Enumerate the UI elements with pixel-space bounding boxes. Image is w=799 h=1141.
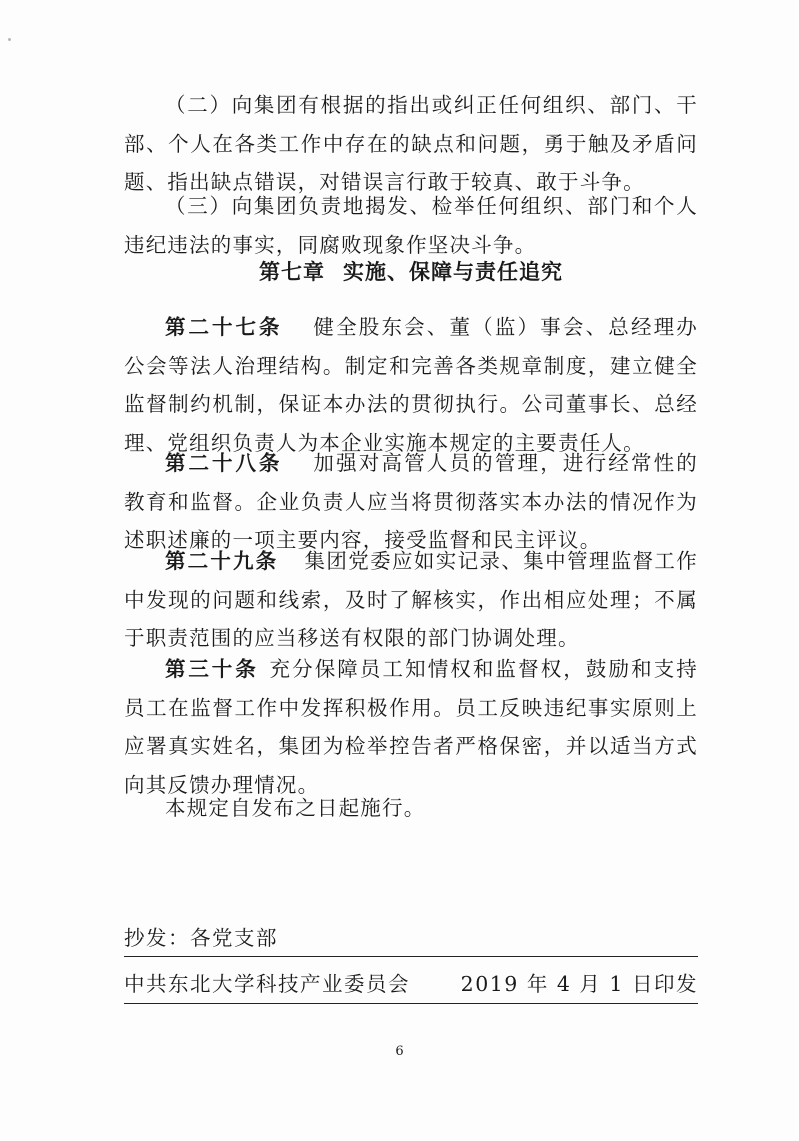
article-label: 第三十条 [165,657,259,681]
article-text: 健全股东会、董（监）事会、总经理办公会等法人治理结构。制定和完善各类规章制度，建立健全监督制约机制，保证本办法的贯彻执行。公司董事长、总经理、党组织负责人为本企业实施本规定的主要责任人。 [124,315,699,455]
chapter-heading [124,256,698,286]
chapter-title-text: 实施、保障与责任追究 [343,260,563,284]
cc-text: 抄发：各党支部 [124,926,278,950]
issue-date: 2019 年 4 月 1 日印发 [460,972,698,996]
issuer-name: 中共东北大学科技产业委员会 [124,972,410,996]
article-label: 第二十八条 [165,451,283,475]
article-29 [124,542,698,658]
article-text: 集团党委应如实记录、集中管理监督工作中发现的问题和线索，及时了解核实，作出相应处理；不属于职责范围的应当移送有权限的部门协调处理。 [124,549,699,650]
paragraph-item-3-text: （三）向集团负责地揭发、检举任何组织、部门和个人违纪违法的事实，同腐败现象作坚决斗争。 [124,194,698,257]
article-label: 第二十七条 [165,315,283,339]
footer-rule-top [124,956,698,957]
scan-speck [8,38,11,41]
article-30 [124,650,698,804]
issue-line [124,967,698,997]
effective-statement [124,789,698,828]
paragraph-item-2-text: （二）向集团有根据的指出或纠正任何组织、部门、干部、个人在各类工作中存在的缺点和问题，勇于触及矛盾问题、指出缺点错误，对错误言行敢于较真、敢于斗争。 [124,93,698,194]
article-text: 充分保障员工知情权和监督权，鼓励和支持员工在监督工作中发挥积极作用。员工反映违纪事实原则上应署真实姓名，集团为检举控告者严格保密，并以适当方式向其反馈办理情况。 [124,657,698,797]
page-number [0,1044,799,1059]
paragraph-item-2 [124,86,698,202]
effective-text: 本规定自发布之日起施行。 [165,796,426,820]
article-27 [124,308,698,462]
footer-rule-bottom [124,1003,698,1004]
chapter-number: 第七章 [259,260,325,284]
cc-line [124,921,278,951]
page-number-text: 6 [395,1044,404,1059]
article-label: 第二十九条 [165,549,279,573]
paragraph-item-3 [124,187,698,264]
article-text: 加强对高管人员的管理，进行经常性的教育和监督。企业负责人应当将贯彻落实本办法的情况作为述职述廉的一项主要内容，接受监督和民主评议。 [124,451,699,552]
